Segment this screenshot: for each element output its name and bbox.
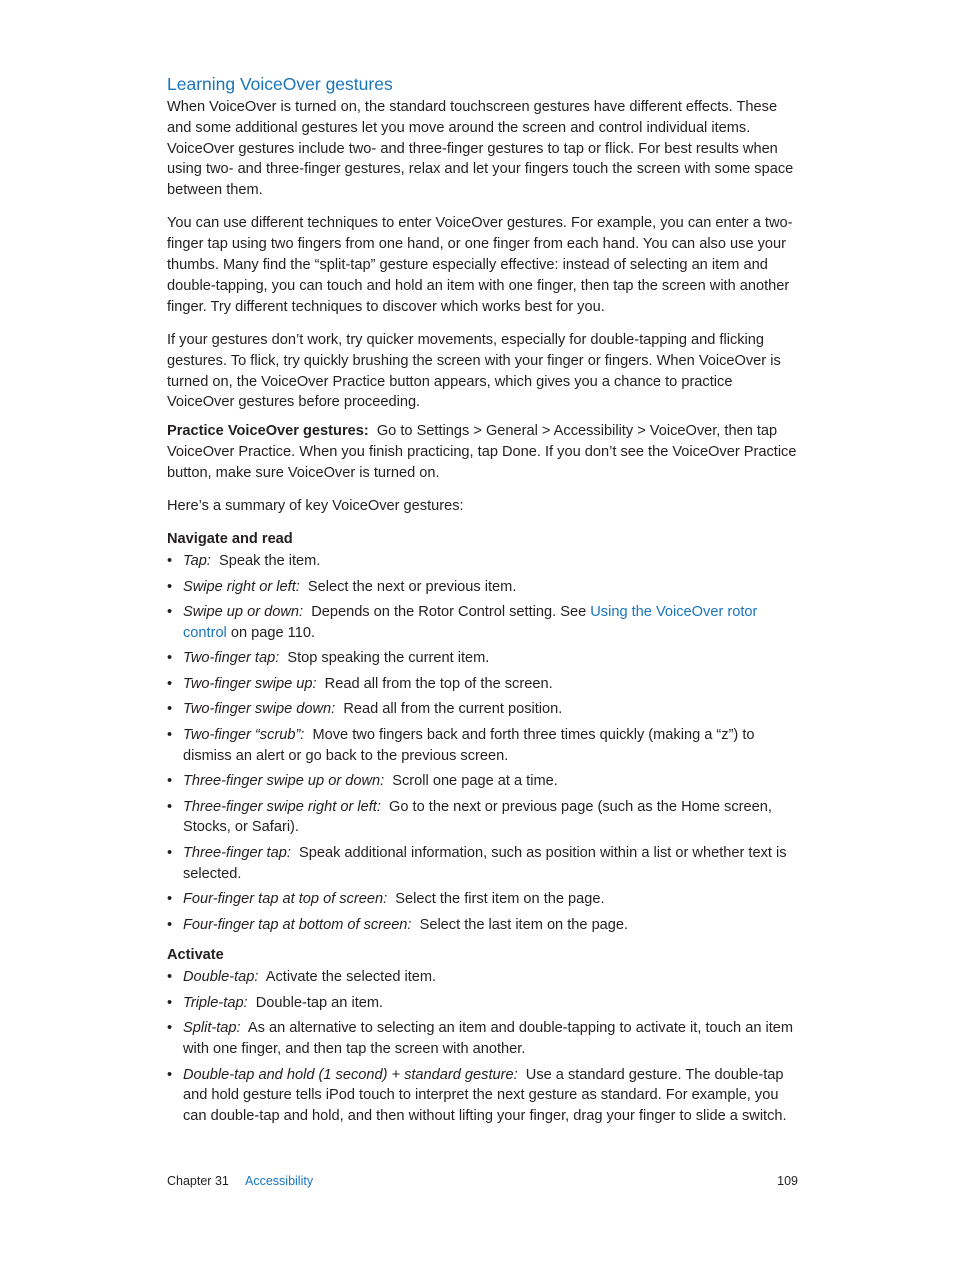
list-item xyxy=(167,797,797,839)
gesture-description: Read all from the current position. xyxy=(343,701,563,718)
practice-paragraph xyxy=(167,421,797,483)
bullet-marker: • xyxy=(167,604,173,621)
activate-gesture-list xyxy=(167,967,797,1127)
gesture-description: Move two fingers back and forth three times quickly (making a “z”) to dismiss an alert or go back to the previous screen. xyxy=(183,726,755,764)
gesture-term: Four-finger tap at top of screen: xyxy=(183,891,388,908)
troubleshooting-paragraph: If your gestures don’t work, try quicker movements, especially for double-tapping and flicking gestures. To flick, try quickly brushing the screen with your finger or fingers. When VoiceOver is turned on, the VoiceOver Practice button appears, which gives you a chance to practice VoiceOver gestures before proceeding. xyxy=(167,331,781,411)
page-content xyxy=(167,72,797,1137)
bullet-marker: • xyxy=(167,726,173,743)
gesture-term: Three-finger tap: xyxy=(183,844,291,861)
gesture-description: Select the first item on the page. xyxy=(395,891,605,908)
navigate-heading: Navigate and read xyxy=(167,531,293,548)
list-item xyxy=(167,725,797,767)
bullet-marker: • xyxy=(167,969,173,986)
navigate-gesture-list xyxy=(167,551,797,935)
list-item xyxy=(167,889,797,910)
gesture-term: Three-finger swipe right or left: xyxy=(183,798,381,815)
gesture-description: Scroll one page at a time. xyxy=(392,773,558,790)
gesture-description: Stop speaking the current item. xyxy=(287,650,490,667)
list-item xyxy=(167,551,797,572)
intro-paragraph: When VoiceOver is turned on, the standard touchscreen gestures have different effects. These and some additional gestures let you move around the screen and control individual items. VoiceOver gestures include two- and three-finger gestures to tap or flick. For best results when using two- and three-finger gestures, relax and let your fingers touch the screen with some space between them. xyxy=(167,99,794,199)
list-item xyxy=(167,602,797,644)
bullet-marker: • xyxy=(167,650,173,667)
techniques-paragraph: You can use different techniques to enter VoiceOver gestures. For example, you can enter a two-finger tap using two fingers from one hand, or one finger from each hand. You can also use your thumbs. Many find the “split-tap” gesture especially effective: instead of selecting an item and double-tapping, you can touch and hold an item with one finger, then tap the screen with another finger. Try different techniques to discover which works best for you. xyxy=(167,215,793,315)
gesture-term: Swipe up or down: xyxy=(183,604,304,621)
gesture-description: Read all from the top of the screen. xyxy=(324,675,553,692)
footer-chapter: Chapter 31 xyxy=(167,1174,229,1188)
gesture-term: Two-finger swipe down: xyxy=(183,701,336,718)
gesture-term: Triple-tap: xyxy=(183,994,248,1011)
gesture-description: Go to the next or previous page (such as the Home screen, Stocks, or Safari). xyxy=(183,798,772,836)
list-item xyxy=(167,648,797,669)
activate-heading: Activate xyxy=(167,947,224,964)
bullet-marker: • xyxy=(167,553,173,570)
gesture-term: Two-finger swipe up: xyxy=(183,675,317,692)
gesture-description: Activate the selected item. xyxy=(265,969,437,986)
footer-chapter-link[interactable]: Accessibility xyxy=(245,1174,314,1188)
gesture-term: Two-finger “scrub”: xyxy=(183,726,305,743)
practice-label: Practice VoiceOver gestures: xyxy=(167,423,369,440)
list-item xyxy=(167,699,797,720)
bullet-marker: • xyxy=(167,798,173,815)
list-item xyxy=(167,1018,797,1060)
gesture-term: Swipe right or left: xyxy=(183,578,300,595)
gesture-description: Speak the item. xyxy=(218,553,321,570)
gesture-description: Depends on the Rotor Control setting. See xyxy=(311,604,587,621)
gesture-description: Select the last item on the page. xyxy=(419,916,629,933)
gesture-term: Four-finger tap at bottom of screen: xyxy=(183,916,412,933)
gesture-term: Double-tap: xyxy=(183,969,259,986)
list-item xyxy=(167,771,797,792)
gesture-term: Tap: xyxy=(183,553,211,570)
list-item xyxy=(167,1065,797,1127)
rotor-control-link[interactable]: Using the VoiceOver rotor control xyxy=(183,604,758,641)
list-item xyxy=(167,674,797,695)
list-item xyxy=(167,915,797,936)
bullet-marker: • xyxy=(167,773,173,790)
gesture-description: Select the next or previous item. xyxy=(307,578,517,595)
gesture-term: Split-tap: xyxy=(183,1020,241,1037)
summary-intro: Here’s a summary of key VoiceOver gestures: xyxy=(167,498,464,515)
page-reference: on page 110. xyxy=(230,624,316,641)
gesture-description: Speak additional information, such as position within a list or whether text is selected. xyxy=(183,844,787,882)
bullet-marker: • xyxy=(167,844,173,861)
bullet-marker: • xyxy=(167,701,173,718)
bullet-marker: • xyxy=(167,1066,173,1083)
gesture-term: Three-finger swipe up or down: xyxy=(183,773,385,790)
bullet-marker: • xyxy=(167,891,173,908)
gesture-description: As an alternative to selecting an item and double-tapping to activate it, touch an item with one finger, and then tap the screen with another. xyxy=(183,1020,794,1058)
list-item xyxy=(167,993,797,1014)
list-item xyxy=(167,843,797,885)
gesture-description: Double-tap an item. xyxy=(255,994,384,1011)
list-item xyxy=(167,577,797,598)
list-item xyxy=(167,967,797,988)
gesture-term: Two-finger tap: xyxy=(183,650,280,667)
practice-text: Go to Settings > General > Accessibility > VoiceOver, then tap VoiceOver Practice. When you finish practicing, tap Done. If you don’t see the VoiceOver Practice button, make sure VoiceOver is turned on. xyxy=(167,423,797,481)
bullet-marker: • xyxy=(167,1020,173,1037)
gesture-term: Double-tap and hold (1 second) + standard gesture: xyxy=(183,1066,518,1083)
gesture-description: Use a standard gesture. The double-tap and hold gesture tells iPod touch to interpret the next gesture as standard. For example, you can double-tap and hold, and then without lifting your finger, drag your finger to slide a switch. xyxy=(183,1066,787,1125)
section-title: Learning VoiceOver gestures xyxy=(167,74,393,94)
bullet-marker: • xyxy=(167,994,173,1011)
footer-page-number: 109 xyxy=(777,1174,798,1188)
bullet-marker: • xyxy=(167,578,173,595)
bullet-marker: • xyxy=(167,916,173,933)
bullet-marker: • xyxy=(167,675,173,692)
